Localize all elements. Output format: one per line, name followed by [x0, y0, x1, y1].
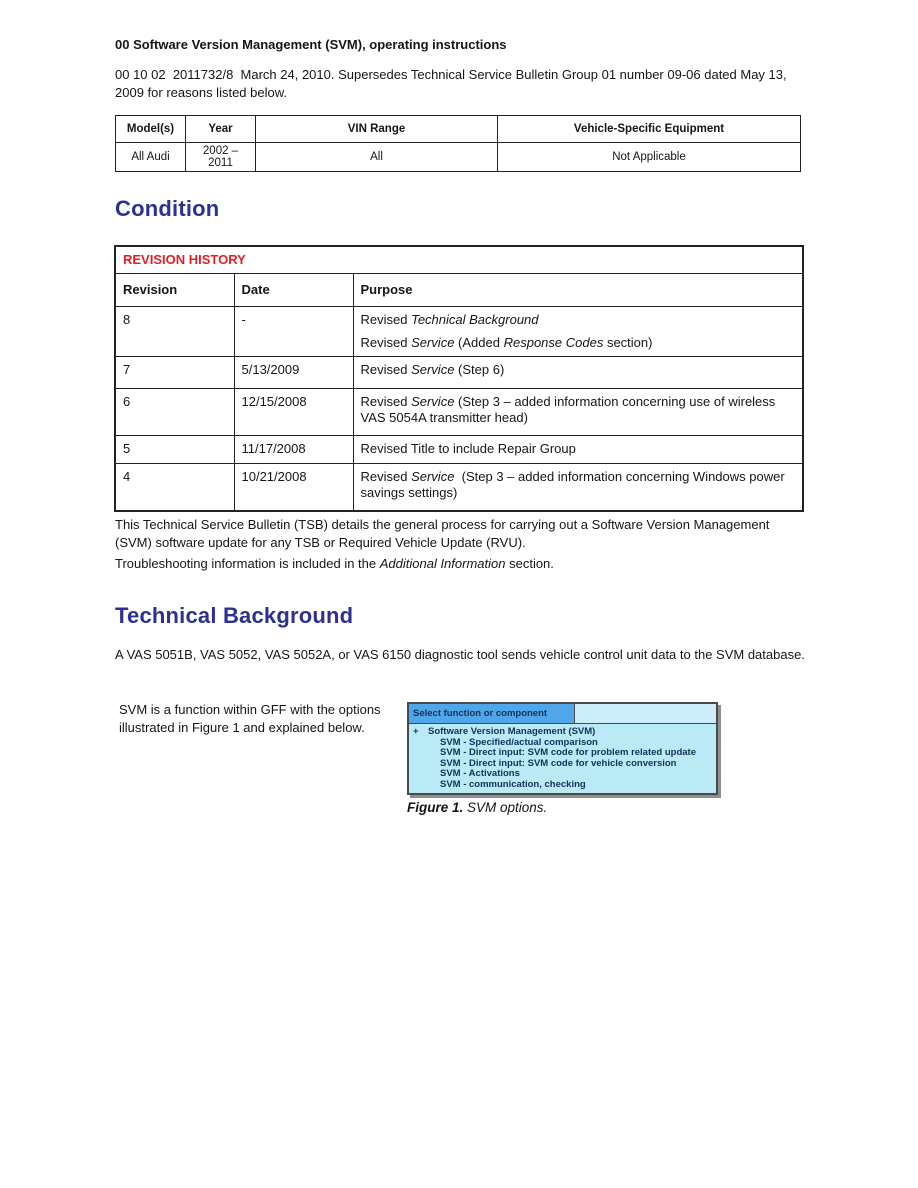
cell-purpose — [353, 463, 803, 511]
intro-paragraph: 00 10 02 2011732/8 March 24, 2010. Supersedes Technical Service Bulletin Group 01 number 09-06 dated May 13, 2009 for reasons listed below. — [115, 67, 787, 100]
header-vehicle-equipment: Vehicle-Specific Equipment — [498, 116, 801, 143]
troubleshooting-paragraph: Troubleshooting information is included in the Additional Information section. — [115, 556, 554, 571]
revision-history-caption: REVISION HISTORY — [115, 246, 803, 273]
menu-item: SVM - Direct input: SVM code for vehicle conversion — [440, 757, 677, 769]
revision-caption-row — [115, 246, 803, 273]
technical-background-heading: Technical Background — [115, 603, 354, 628]
menu-item: SVM - Specified/actual comparison — [440, 736, 598, 748]
purpose-line: Revised Service (Step 6) — [360, 361, 505, 377]
condition-heading: Condition — [115, 196, 220, 221]
table-row — [116, 143, 801, 172]
table-row — [115, 356, 803, 388]
header-revision: Revision — [115, 273, 234, 306]
cell-year: 2002 – 2011 — [186, 143, 256, 172]
cell-purpose — [353, 388, 803, 435]
expand-icon: + — [413, 726, 419, 737]
menu-item-label: Software Version Management (SVM) — [428, 726, 596, 737]
table-header-row — [116, 116, 801, 143]
purpose-line: Revised Title to include Repair Group — [360, 440, 576, 456]
menu-item: SVM - communication, checking — [440, 778, 586, 790]
cell-purpose — [353, 435, 803, 463]
figure1-header-bar — [409, 704, 716, 724]
header-date: Date — [234, 273, 353, 306]
figure1-menu-list — [409, 724, 716, 793]
table-row — [115, 388, 803, 435]
cell-vehicle-equipment: Not Applicable — [498, 143, 801, 172]
header-models: Model(s) — [116, 116, 186, 143]
doc-title: 00 Software Version Management (SVM), operating instructions — [115, 37, 507, 52]
figure1-header-spacer — [575, 704, 716, 723]
cell-date: - — [234, 306, 353, 356]
table-row — [115, 463, 803, 511]
cell-date: 12/15/2008 — [234, 388, 353, 435]
cell-purpose — [353, 356, 803, 388]
cell-vin-range: All — [256, 143, 498, 172]
purpose-line: Revised Service (Step 3 – added information concerning Windows power savings settings) — [360, 468, 785, 500]
cell-revision: 6 — [115, 388, 234, 435]
svm-function-paragraph: SVM is a function within GFF with the options illustrated in Figure 1 and explained below. — [119, 702, 381, 735]
cell-revision: 8 — [115, 306, 234, 356]
purpose-line: Revised Technical Background — [360, 311, 539, 327]
menu-item: SVM - Direct input: SVM code for problem related update — [440, 747, 696, 758]
cell-date: 10/21/2008 — [234, 463, 353, 511]
cell-revision: 4 — [115, 463, 234, 511]
table-header-row — [115, 273, 803, 306]
cell-models: All Audi — [116, 143, 186, 172]
header-vin-range: VIN Range — [256, 116, 498, 143]
menu-item-svm-root — [409, 727, 716, 738]
revision-history-table — [114, 245, 804, 512]
cell-purpose — [353, 306, 803, 356]
cell-revision: 7 — [115, 356, 234, 388]
diagnostic-tool-paragraph: A VAS 5051B, VAS 5052, VAS 5052A, or VAS 6150 diagnostic tool sends vehicle control unit data to the SVM database. — [115, 647, 805, 662]
figure1-header-title: Select function or component — [409, 704, 575, 723]
cell-date: 11/17/2008 — [234, 435, 353, 463]
purpose-line: Revised Service (Step 3 – added information concerning use of wireless VAS 5054A transmitter head) — [360, 393, 776, 425]
tsb-summary-paragraph: This Technical Service Bulletin (TSB) details the general process for carrying out a Software Version Management (SVM) software update for any TSB or Required Vehicle Update (RVU). — [115, 517, 770, 550]
table-row — [115, 306, 803, 356]
menu-item: SVM - Activations — [440, 768, 520, 779]
figure1-caption: Figure 1. SVM options. — [407, 800, 548, 815]
cell-date: 5/13/2009 — [234, 356, 353, 388]
header-purpose: Purpose — [353, 273, 803, 306]
table-row — [115, 435, 803, 463]
cell-revision: 5 — [115, 435, 234, 463]
header-year: Year — [186, 116, 256, 143]
purpose-line: Revised Service (Added Response Codes section) — [360, 335, 653, 350]
vehicle-applicability-table — [115, 115, 801, 172]
figure1-svm-options — [407, 702, 718, 795]
